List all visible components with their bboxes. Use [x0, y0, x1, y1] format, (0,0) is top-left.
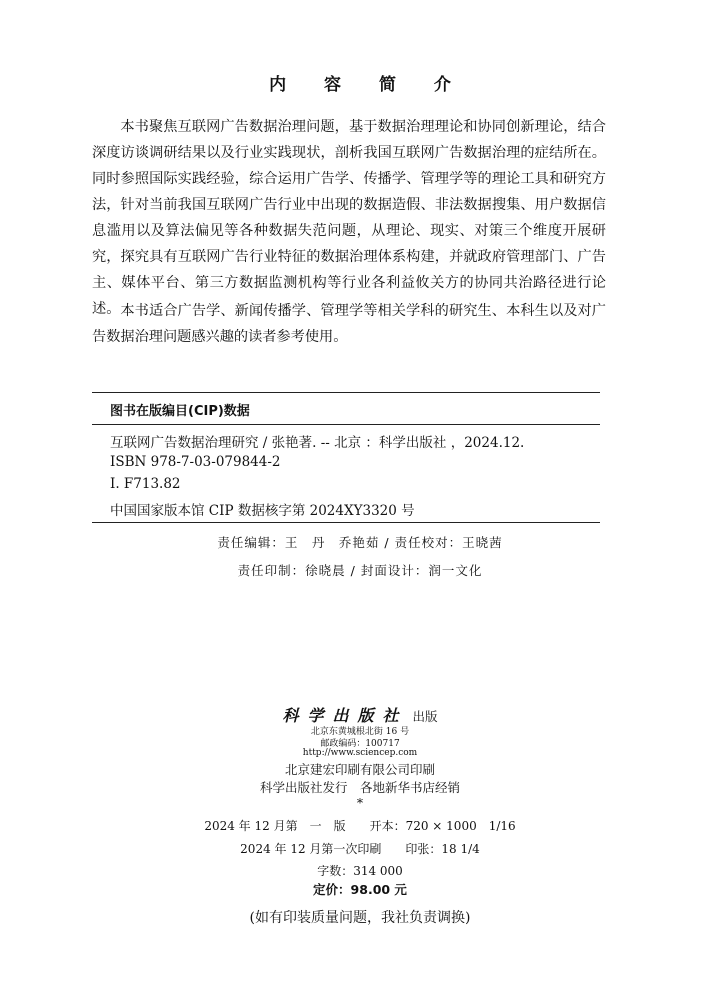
publisher-line [0, 703, 720, 726]
quality-notice: (如有印装质量问题，我社负责调换) [249, 910, 471, 926]
printing-line: 2024 年 12 月第一次印刷 印张：18 1/4 [240, 842, 480, 856]
price-line: 定价：98.00 元 [313, 882, 407, 897]
cip-heading-rule [92, 424, 600, 425]
cip-bottom-rule [92, 522, 600, 523]
publisher-postcode: 邮政编码：100717 [320, 739, 400, 749]
cip-heading: 图书在版编目(CIP)数据 [110, 404, 250, 419]
separator-star: * [356, 795, 364, 810]
publisher-logo-name: 科学出版社 [282, 706, 408, 725]
editor-credits: 责任编辑：王 丹 乔艳茹 / 责任校对：王晓茜 [217, 535, 503, 550]
distribution-line: 科学出版社发行 各地新华书店经销 [259, 780, 460, 795]
cip-record-line: 中国国家版本馆 CIP 数据核字第 2024XY3320 号 [110, 503, 415, 519]
printer-line: 北京建宏印刷有限公司印刷 [284, 762, 435, 777]
intro-paragraph-1: 本书聚焦互联网广告数据治理问题，基于数据治理理论和协同创新理论，结合深度访谈调研结果以及行业实践现状，剖析我国互联网广告数据治理的症结所在。同时参照国际实践经验，综合运用广告学、传播学、管理学等的理论工具和研究方法，针对当前我国互联网广告行业中出现的数据造假、非法数据搜集、用户数据信息滥用以及算法偏见等各种数据失范问题，从理论、现实、对策三个维度开展研究，探究具有互联网广告行业特征的数据治理体系构建，并就政府管理部门、广告主、媒体平台、第三方数据监测机构等行业各利益攸关方的协同共治路径进行论述。 [92, 119, 606, 317]
publisher-suffix: 出版 [412, 709, 438, 724]
production-credits: 责任印制：徐晓晨 / 封面设计：润一文化 [237, 563, 483, 578]
page-title: 内 容 简 介 [269, 75, 467, 95]
cip-top-rule [92, 392, 600, 393]
cip-classification-line: Ⅰ. F713.82 [110, 476, 181, 492]
intro-paragraph-2: 本书适合广告学、新闻传播学、管理学等相关学科的研究生、本科生以及对广告数据治理问题感兴趣的读者参考使用。 [92, 303, 606, 345]
edition-line: 2024 年 12 月第 一 版 开本：720 × 1000 1/16 [204, 819, 516, 833]
word-count-line: 字数：314 000 [317, 864, 403, 878]
cip-title-line: 互联网广告数据治理研究 / 张艳著. -- 北京 ：科学出版社 ，2024.12. [110, 435, 525, 451]
publisher-url: http://www.sciencep.com [302, 748, 418, 758]
publisher-address: 北京东黄城根北街 16 号 [310, 727, 410, 737]
cip-isbn-line: ISBN 978-7-03-079844-2 [110, 454, 281, 470]
